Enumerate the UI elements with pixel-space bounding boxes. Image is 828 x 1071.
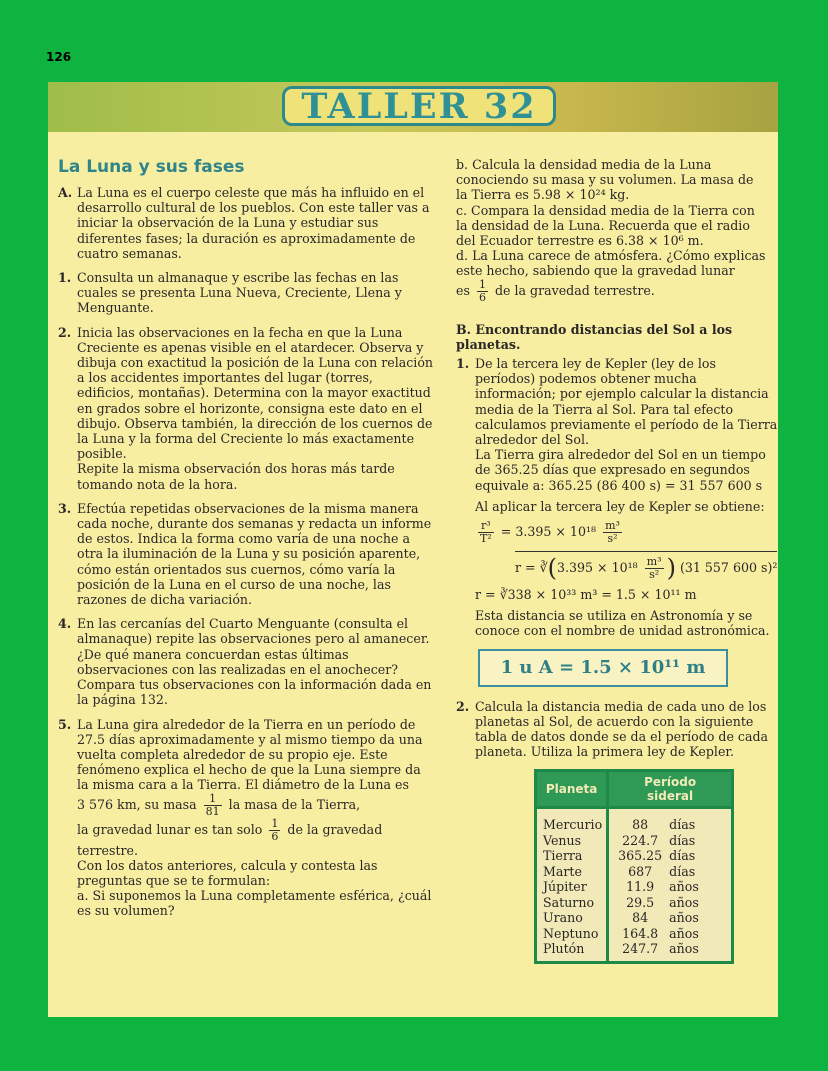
astronomical-unit-box: 1 u A = 1.5 × 10¹¹ m xyxy=(478,649,728,687)
kepler-apply-text: Al aplicar la tercera ley de Kepler se obtiene: xyxy=(475,498,765,514)
table-row-period: 84 años xyxy=(632,910,699,926)
question-b: b. Calcula la densidad media de la Luna conociendo su masa y su volumen. La masa de la Tierra es 5.98 × 10²⁴ kg. xyxy=(456,157,754,203)
intro-paragraph xyxy=(58,185,433,261)
list-item xyxy=(58,717,433,919)
table-row-planet: Júpiter xyxy=(543,879,587,895)
table-row-planet: Plutón xyxy=(543,941,585,957)
title-banner xyxy=(48,82,778,132)
item-marker: 3. xyxy=(58,500,72,516)
item5-mass-line xyxy=(77,793,433,818)
right-column xyxy=(456,157,778,964)
item5-sentence: La Luna gira alrededor de la Tierra en un período de 27.5 días aproximadamente y al mismo tiempo da una vuelta completa alrededor de su propio eje. Este fenómeno explica el hecho de que la Luna siempre da la misma cara a la Tierra. El diámetro de la Luna es xyxy=(77,716,423,793)
table-row-period: 11.9 años xyxy=(626,879,699,895)
item-marker: 1. xyxy=(456,356,470,372)
question-d: d. La Luna carece de atmósfera. ¿Cómo explicas este hecho, sabiendo que la gravedad lunar xyxy=(456,248,766,279)
item-text: Inicia las observaciones en la fecha en que la Luna Creciente es apenas visible en el atardecer. Observa y dibuja con exactitud la posición de la Luna con relación a los accidentes importantes del lugar (torres, edificios, montañas). Determina con la mayor exactitud en grados sobre el horizonte, consigna este dato en el dibujo. Observa también, la dirección de los cuernos de la Luna y la forma del Creciente lo más exactamente posible. xyxy=(77,324,434,462)
section-title: La Luna y sus fases xyxy=(58,157,245,177)
mass-fraction: $\frac{1}{81}$ xyxy=(205,791,220,818)
table-row-period: 365.25 días xyxy=(618,848,696,864)
kepler-text: De la tercera ley de Kepler (ley de los períodos) podemos obtener mucha información; por ejemplo calcular la distancia media de la Tierra al Sol. Para tal efecto calculamos previamente el período de la Tierra alrededor del Sol. xyxy=(475,356,778,448)
moon-mass-text-end: la masa de la Tierra, xyxy=(228,796,361,812)
table-row-period: 224.7 días xyxy=(622,832,696,848)
item-text: En las cercanías del Cuarto Menguante (consulta el almanaque) repite las observaciones pero al amanecer. ¿De qué manera concuerdan estas últimas observaciones con las realizadas en el anochecer? xyxy=(77,616,430,677)
item-marker: 2. xyxy=(456,698,470,714)
table-row-period: 29.5 años xyxy=(626,894,699,910)
item5-instructions: Con los datos anteriores, calcula y contesta las preguntas que se te formulan: xyxy=(77,857,378,888)
item-text-continued: Compara tus observaciones con la información dada en la página 132. xyxy=(77,677,432,708)
item-text: Efectúa repetidas observaciones de la misma manera cada noche, durante dos semanas y redacta un informe de estos. Indica la forma como varía de una noche a otra la iluminación de la Luna y su posición aparente, cómo están orientados sus cuernos, cómo varía la posición de la Luna en el curso de una noche, las razones de dicha variación. xyxy=(77,500,432,608)
gravity-fraction: $\frac{1}{6}$ xyxy=(271,816,279,843)
table-row-planet: Tierra xyxy=(543,848,583,864)
subsection-heading: B. Encontrando distancias del Sol a los planetas. xyxy=(456,321,733,352)
list-item xyxy=(58,616,433,707)
list-item xyxy=(58,501,433,607)
equation-ratio: $\frac{\text{r³}}{\text{T²}}$ = 3.395 × 10¹⁸ $\frac{\text{m³}}{\text{s²}}$ xyxy=(480,519,620,546)
item5-text xyxy=(77,717,433,793)
gravity-fraction: $\frac{1}{6}$ xyxy=(478,277,486,304)
left-column xyxy=(58,157,433,928)
gravity-text-end: de la gravedad terrestre. xyxy=(77,821,383,858)
equation-radius: r = ∛(3.395 × 10¹⁸ $\frac{\text{m³}}{\text{s²}}$ ) (31 557 600 s)² xyxy=(515,551,777,581)
equation-result: r = ∛338 × 10³³ m³ = 1.5 × 10¹¹ m xyxy=(475,587,697,603)
periods-cell xyxy=(609,809,731,961)
item-marker: 1. xyxy=(58,270,72,286)
table-header-period: Período sideral xyxy=(609,772,731,806)
intro-text: La Luna es el cuerpo celeste que más ha influido en el desarrollo cultural de los pueblos. Con este taller vas a iniciar la observación de la Luna y estudiar sus diferentes fases; la duración es aproximadamente de cuatro semanas. xyxy=(77,185,430,261)
intro-marker: A. xyxy=(58,185,73,200)
page-number: 126 xyxy=(46,50,72,64)
table-row-period: 164.8 años xyxy=(622,925,699,941)
item5-gravity-line xyxy=(77,818,433,858)
planets-task-text: Calcula la distancia media de cada uno de los planetas al Sol, de acuerdo con la siguiente tabla de datos donde se da el período de cada planeta. Utiliza la primera ley de Kepler. xyxy=(475,698,769,760)
item-marker: 4. xyxy=(58,616,72,632)
item-text: Consulta un almanaque y escribe las fechas en las cuales se presenta Luna Nueva, Creciente, Llena y Menguante. xyxy=(77,270,402,316)
table-row-period: 88 días xyxy=(632,817,696,833)
list-item xyxy=(456,699,769,760)
question-d-end: es $\frac{1}{6}$ de la gravedad terrestre. xyxy=(456,277,655,304)
item-marker: 2. xyxy=(58,324,72,340)
worksheet-page xyxy=(48,82,778,1017)
table-row-planet: Marte xyxy=(543,863,582,879)
table-row-planet: Venus xyxy=(543,832,582,848)
list-item xyxy=(58,325,433,492)
planet-period-table xyxy=(534,769,734,964)
table-row-planet: Neptuno xyxy=(543,925,599,941)
item-text-continued: Repite la misma observación dos horas más tarde tomando nota de la hora. xyxy=(77,461,395,492)
table-header-planet: Planeta xyxy=(537,772,606,806)
table-row-period: 687 días xyxy=(628,863,696,879)
astronomical-unit-text: Esta distancia se utiliza en Astronomía y se conoce con el nombre de unidad astronómica. xyxy=(475,608,770,639)
gravity-text: la gravedad lunar es tan solo xyxy=(77,821,263,837)
table-row-planet: Saturno xyxy=(543,894,595,910)
page-title: TALLER 32 xyxy=(282,86,556,126)
question-a: a. Si suponemos la Luna completamente esférica, ¿cuál es su volumen? xyxy=(77,888,432,919)
planet-names-cell xyxy=(537,809,606,961)
item-marker: 5. xyxy=(58,716,72,732)
question-c: c. Compara la densidad media de la Tierra con la densidad de la Luna. Recuerda que el radio del Ecuador terrestre es 6.38 × 10⁶ m. xyxy=(456,202,755,249)
list-item xyxy=(58,270,433,316)
table-row-planet: Urano xyxy=(543,910,583,926)
earth-period-text: La Tierra gira alrededor del Sol en un tiempo de 365.25 días que expresado en segundos equivale a: 365.25 (86 400 s) = 31 557 600 s xyxy=(475,447,766,493)
table-row-planet: Mercurio xyxy=(543,817,603,833)
list-item xyxy=(456,356,778,639)
table-row-period: 247.7 años xyxy=(622,941,699,957)
moon-mass-text: 3 576 km, su masa xyxy=(77,796,197,812)
